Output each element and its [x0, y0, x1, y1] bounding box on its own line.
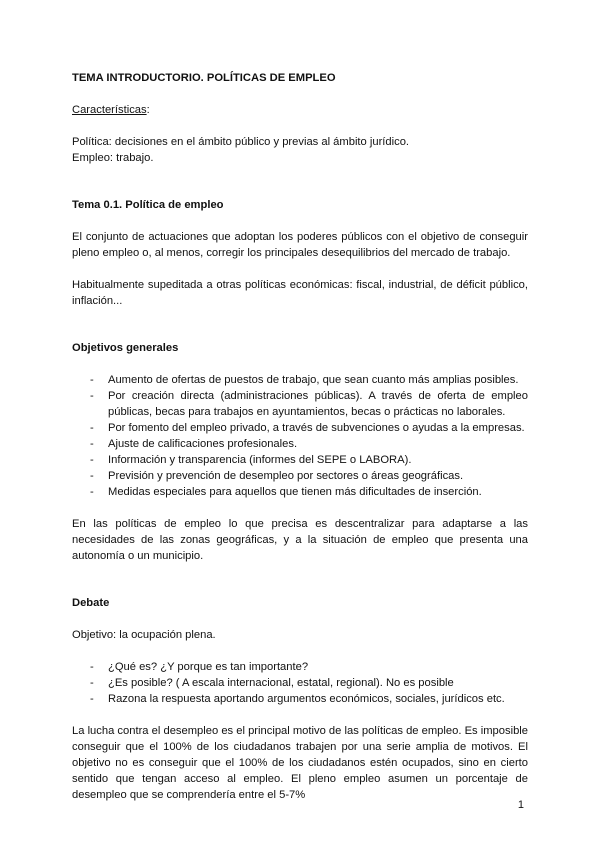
list-item: - Por fomento del empleo privado, a través de subvenciones o ayudas a la empresas. [72, 420, 528, 436]
caracteristicas-label: Características [72, 104, 147, 116]
list-item: - Medidas especiales para aquellos que tienen más dificultades de inserción. [72, 484, 528, 500]
list-item: - Información y transparencia (informes del SEPE o LABORA). [72, 452, 528, 468]
definition-empleo: Empleo: trabajo. [72, 152, 154, 164]
caracteristicas-colon: : [146, 104, 150, 116]
definition-politica: Política: decisiones en el ámbito público y previas al ámbito jurídico. [72, 136, 410, 148]
debate-objetivo: Objetivo: la ocupación plena. [72, 629, 216, 641]
list-item: - Previsión y prevención de desempleo por sectores o áreas geográficas. [72, 468, 528, 484]
section-heading-tema01: Tema 0.1. Política de empleo [72, 199, 224, 211]
list-item: - Razona la respuesta aportando argumentos económicos, sociales, jurídicos etc. [72, 691, 528, 707]
list-item: - ¿Es posible? ( A escala internacional, estatal, regional). No es posible [72, 675, 528, 691]
section-heading-debate: Debate [72, 597, 110, 609]
debate-paragraph: La lucha contra el desempleo es el principal motivo de las políticas de empleo. Es imposible conseguir que el 100% de los ciudadanos trabajen por una serie amplia de motivos. El objetivo no es conseguir que el 100% de los ciudadanos estén ocupados, sino en cierto sentido que tengan acceso al empleo. El pleno empleo asumen un porcentaje de desempleo que se comprendería entre el 5-7% [72, 725, 528, 801]
page-number: 1 [517, 799, 524, 811]
caracteristicas-line [72, 102, 528, 118]
tema01-paragraph-1: El conjunto de actuaciones que adoptan los poderes públicos con el objetivo de conseguir pleno empleo o, al menos, corregir los principales desequilibrios del mercado de trabajo. [72, 231, 528, 259]
list-item: - Aumento de ofertas de puestos de trabajo, que sean cuanto más amplias posibles. [72, 372, 528, 388]
list-item: - ¿Qué es? ¿Y porque es tan importante? [72, 659, 528, 675]
document-title: TEMA INTRODUCTORIO. POLÍTICAS DE EMPLEO [72, 72, 336, 84]
section-heading-objetivos: Objetivos generales [72, 342, 179, 354]
document-page [72, 70, 528, 803]
list-item: - Por creación directa (administraciones públicas). A través de oferta de empleo públicas, becas para trabajos en ayuntamientos, becas o prácticas no laborales. [72, 388, 528, 420]
list-item: - Ajuste de calificaciones profesionales. [72, 436, 528, 452]
objetivos-paragraph: En las políticas de empleo lo que precisa es descentralizar para adaptarse a las necesidades de las zonas geográficas, y a la situación de empleo que presenta una autonomía o un municipio. [72, 518, 528, 562]
tema01-paragraph-2: Habitualmente supeditada a otras políticas económicas: fiscal, industrial, de déficit público, inflación... [72, 279, 528, 307]
debate-list [72, 659, 528, 707]
objetivos-list [72, 372, 528, 500]
